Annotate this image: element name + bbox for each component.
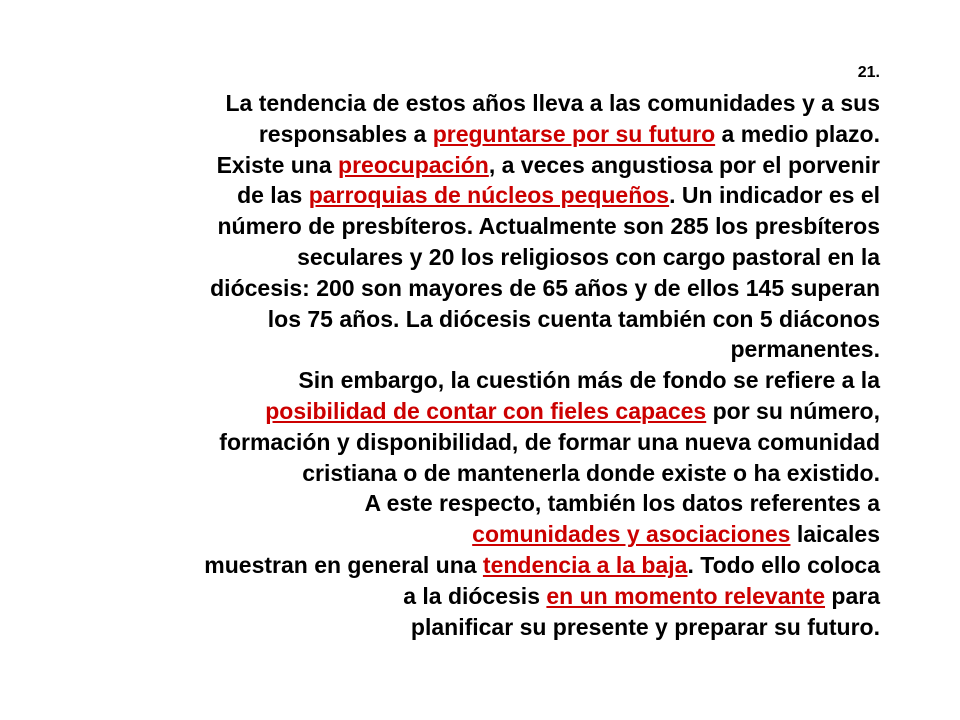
- text-segment: A este respecto, también los datos referentes a: [364, 490, 880, 517]
- text-segment: seculares y 20 los religiosos con cargo pastoral en la: [297, 243, 880, 270]
- highlighted-phrase: tendencia a la baja: [482, 551, 688, 578]
- text-line: [60, 304, 880, 335]
- text-segment: los 75 años. La diócesis cuenta también con 5 diáconos: [267, 305, 880, 332]
- highlighted-phrase: preguntarse por su futuro: [432, 120, 716, 147]
- text-segment: Sin embargo, la cuestión más de fondo se refiere a la: [298, 367, 880, 394]
- text-segment: formación y disponibilidad, de formar una nueva comunidad: [219, 428, 880, 455]
- slide-text-block: [60, 58, 880, 642]
- text-segment: para: [825, 582, 880, 609]
- text-segment: a medio plazo.: [715, 120, 880, 147]
- text-line: [60, 334, 880, 365]
- text-segment: número de presbíteros. Actualmente son 285 los presbíteros: [217, 213, 880, 240]
- text-line: [60, 242, 880, 273]
- text-line: [60, 458, 880, 489]
- text-line: [60, 273, 880, 304]
- text-line: [60, 180, 880, 211]
- text-line: [60, 612, 880, 643]
- text-line: [60, 581, 880, 612]
- text-line: [60, 365, 880, 396]
- text-line: [60, 488, 880, 519]
- text-segment: Existe una: [216, 151, 339, 178]
- text-segment: La tendencia de estos años lleva a las comunidades y a sus: [225, 90, 880, 116]
- text-segment: diócesis: 200 son mayores de 65 años y de ellos 145 superan: [210, 274, 880, 301]
- highlighted-phrase: comunidades y asociaciones: [472, 521, 791, 548]
- text-segment: . Todo ello coloca: [687, 551, 880, 578]
- slide-number: 21.: [857, 64, 880, 81]
- text-segment: , a veces angustiosa por el porvenir: [488, 151, 880, 178]
- text-line: [60, 119, 880, 150]
- text-segment: responsables a: [258, 120, 433, 147]
- text-line: [60, 211, 880, 242]
- highlighted-phrase: posibilidad de contar con fieles capaces: [265, 397, 707, 424]
- text-segment: . Un indicador es el: [669, 182, 880, 209]
- text-segment: planificar su presente y preparar su futuro.: [410, 613, 880, 640]
- text-segment: muestran en general una: [204, 551, 483, 578]
- text-line: [60, 396, 880, 427]
- text-segment: laicales: [790, 521, 880, 548]
- text-line: [60, 88, 880, 119]
- text-line: [60, 427, 880, 458]
- text-segment: cristiana o de mantenerla donde existe o ha existido.: [302, 459, 880, 486]
- text-segment: a la diócesis: [403, 582, 547, 609]
- text-segment: permanentes.: [730, 336, 880, 363]
- text-line: [60, 150, 880, 181]
- text-line: [60, 550, 880, 581]
- highlighted-phrase: en un momento relevante: [546, 582, 826, 609]
- text-segment: de las: [237, 182, 309, 209]
- highlighted-phrase: preocupación: [338, 151, 489, 178]
- highlighted-phrase: parroquias de núcleos pequeños: [308, 182, 670, 209]
- text-segment: por su número,: [706, 397, 880, 424]
- text-line: [60, 519, 880, 550]
